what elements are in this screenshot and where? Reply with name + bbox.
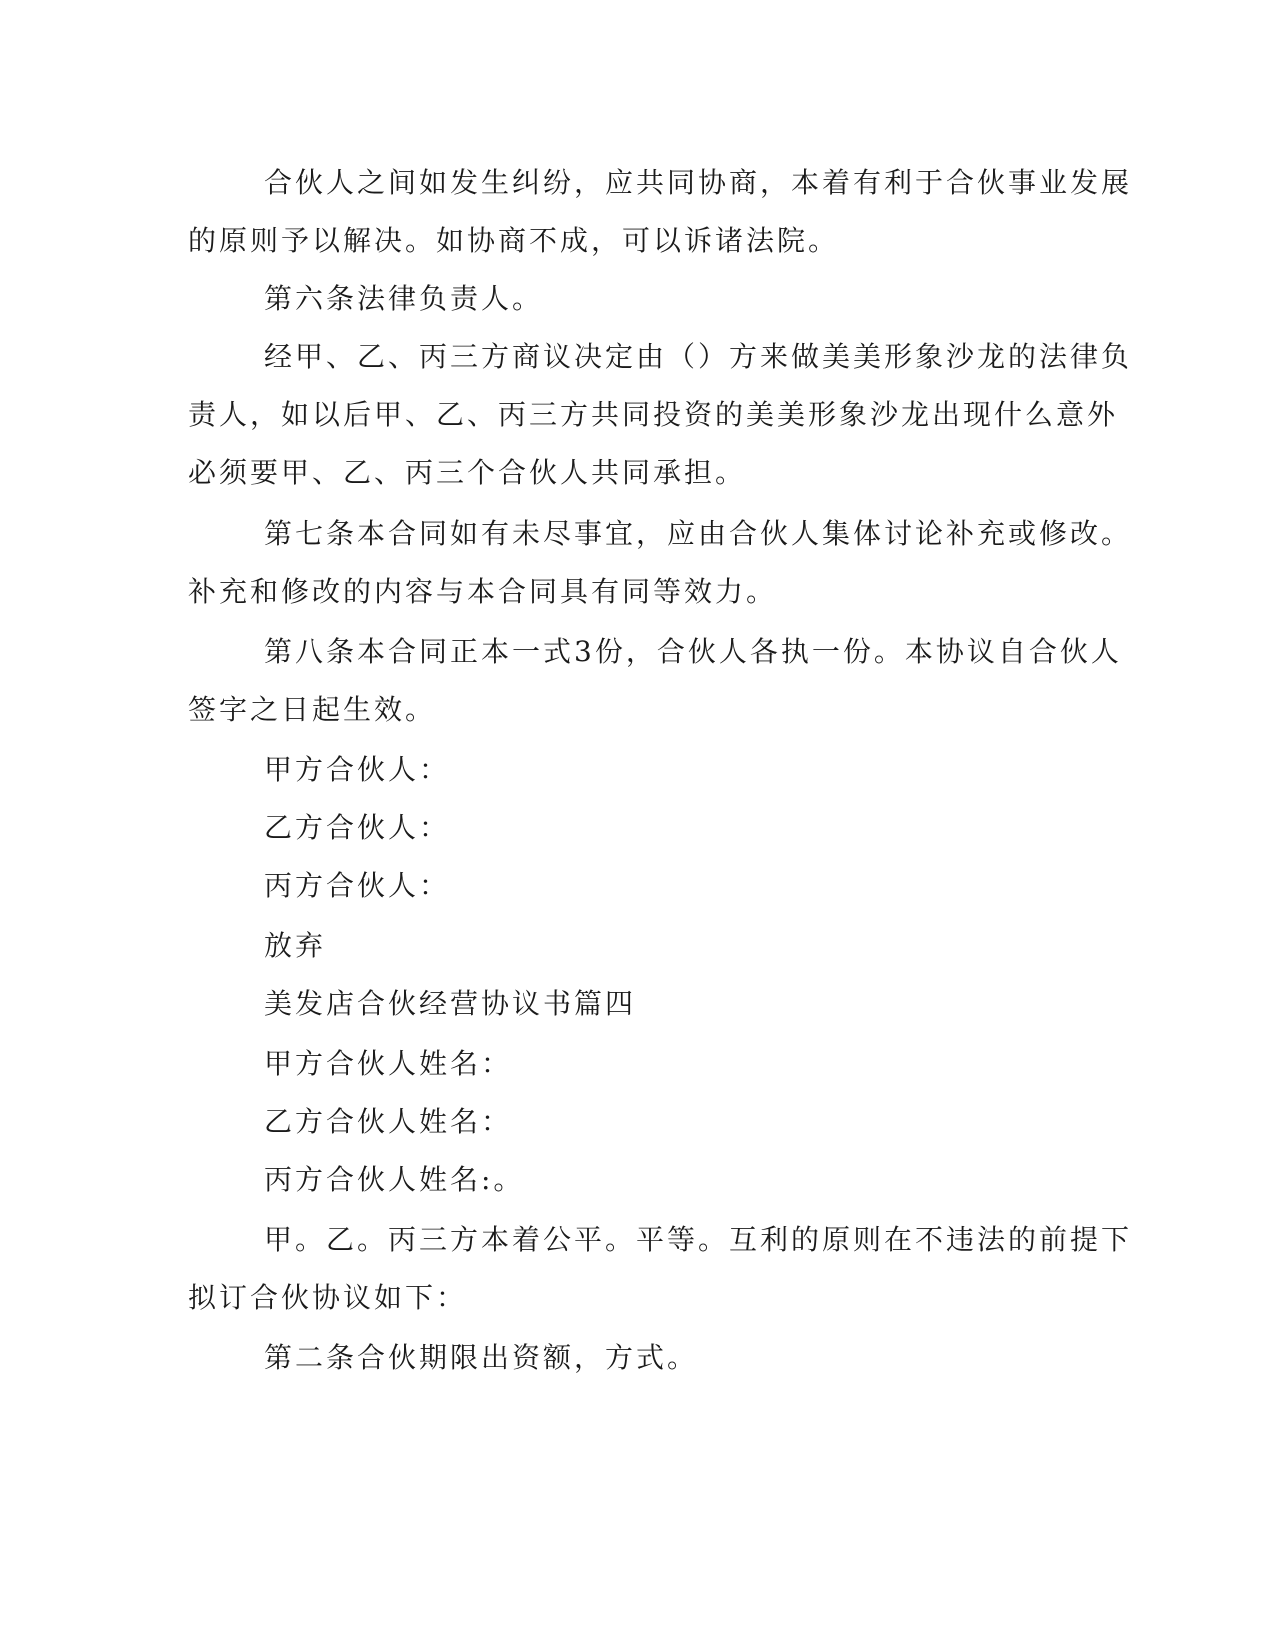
signature-line-party-b: 乙方合伙人： [264,811,451,844]
paragraph-line: 责人，如以后甲、乙、丙三方共同投资的美美形象沙龙出现什么意外 [188,398,1119,431]
paragraph-line: 第八条本合同正本一式3份，合伙人各执一份。本协议自合伙人 [264,635,1122,668]
paragraph-line: 经甲、乙、丙三方商议决定由（）方来做美美形象沙龙的法律负 [264,340,1133,373]
paragraph-line: 补充和修改的内容与本合同具有同等效力。 [188,575,778,608]
paragraph-line: 必须要甲、乙、丙三个合伙人共同承担。 [188,456,747,489]
section-title: 美发店合伙经营协议书篇四 [264,987,637,1020]
paragraph-line: 的原则予以解决。如协商不成，可以诉诸法院。 [188,224,840,257]
paragraph-line: 拟订合伙协议如下： [188,1281,468,1314]
paragraph-line: 签字之日起生效。 [188,693,437,726]
paragraph-line: 第七条本合同如有未尽事宜，应由合伙人集体讨论补充或修改。 [264,517,1133,550]
section-heading: 第六条法律负责人。 [264,282,544,315]
paragraph-line: 合伙人之间如发生纠纷，应共同协商，本着有利于合伙事业发展 [264,166,1133,199]
paragraph-line: 甲。乙。丙三方本着公平。平等。互利的原则在不违法的前提下 [264,1223,1133,1256]
signature-line-party-a: 甲方合伙人： [264,753,451,786]
party-c-name-line: 丙方合伙人姓名:。 [264,1163,525,1196]
signature-line-party-c: 丙方合伙人： [264,869,451,902]
section-heading: 第二条合伙期限出资额，方式。 [264,1341,699,1374]
paragraph-line: 放弃 [264,929,327,962]
party-b-name-line: 乙方合伙人姓名： [264,1105,513,1138]
party-a-name-line: 甲方合伙人姓名： [264,1047,513,1080]
